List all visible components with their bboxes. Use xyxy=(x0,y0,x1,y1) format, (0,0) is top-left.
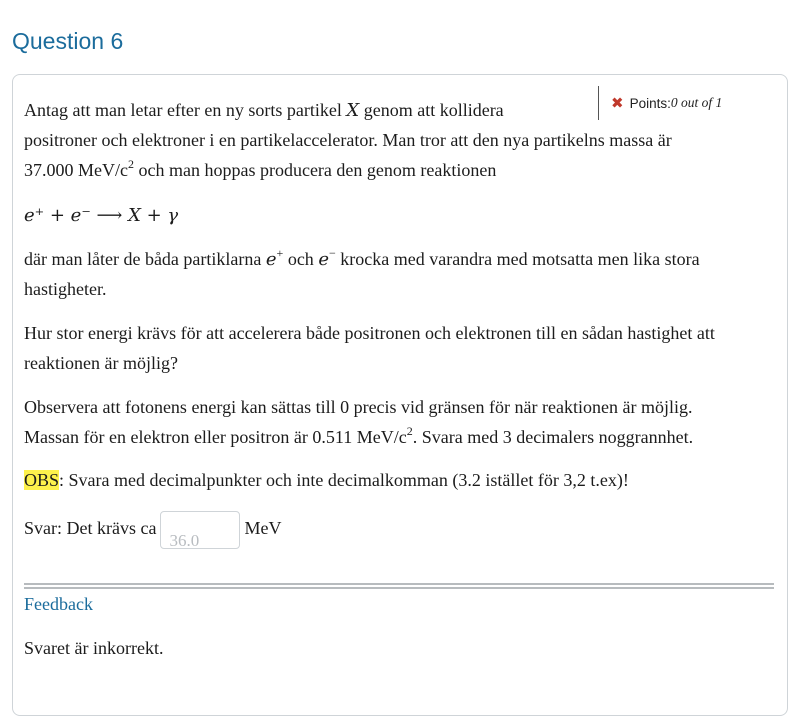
paragraph-3-line2: reaktionen är möjlig? xyxy=(24,353,178,373)
paragraph-2-line2: hastigheter. xyxy=(24,279,107,299)
points-label: Points: xyxy=(629,95,671,111)
paragraph-3-line1: Hur stor energi krävs för att accelerera både positronen och elektronen till en sådan hastighet att xyxy=(24,323,715,343)
paragraph-4-line1: Observera att fotonens energi kan sättas till 0 precis vid gränsen för när reaktionen är möjlig. xyxy=(24,397,693,417)
answer-row xyxy=(24,508,281,549)
divider-top xyxy=(24,583,774,585)
question-text-line1: Antag att man letar efter en ny sorts partikel X genom att kollidera xyxy=(24,100,504,121)
answer-prefix: Svar: Det krävs ca xyxy=(24,518,157,538)
question-title: Question 6 xyxy=(12,28,124,54)
question-text-line2: positroner och elektroner i en partikelaccelerator. Man tror att den nya partikelns massa är xyxy=(24,130,672,150)
incorrect-x-icon: ✖ xyxy=(611,95,624,112)
divider-bottom xyxy=(24,587,774,589)
points-indicator xyxy=(598,86,722,120)
obs-note: OBS: Svara med decimalpunkter och inte decimalkomman (3.2 istället för 3,2 t.ex)! xyxy=(24,470,629,490)
answer-input[interactable]: 36.0 xyxy=(160,511,240,549)
question-text-line3: 37.000 MeV/$c^2$ och man hoppas producera den genom reaktionen xyxy=(24,157,497,180)
paragraph-4-line2: Massan för en elektron eller positron är 0.511 MeV/$c^2$. Svara med 3 decimalers noggrannhet. xyxy=(24,424,694,447)
feedback-heading: Feedback xyxy=(24,594,93,614)
points-value: 0 out of 1 xyxy=(670,95,723,110)
obs-highlight: OBS xyxy=(24,470,60,490)
variable-x: X xyxy=(346,100,360,121)
answer-unit: MeV xyxy=(244,518,282,538)
reaction-equation: e⁺ + e⁻ ⟶ X + γ xyxy=(24,205,179,226)
feedback-text: Svaret är inkorrekt. xyxy=(24,638,164,658)
paragraph-2-line1: där man låter de båda partiklarna e+ och e− krocka med varandra med motsatta men lika stora xyxy=(24,246,700,270)
